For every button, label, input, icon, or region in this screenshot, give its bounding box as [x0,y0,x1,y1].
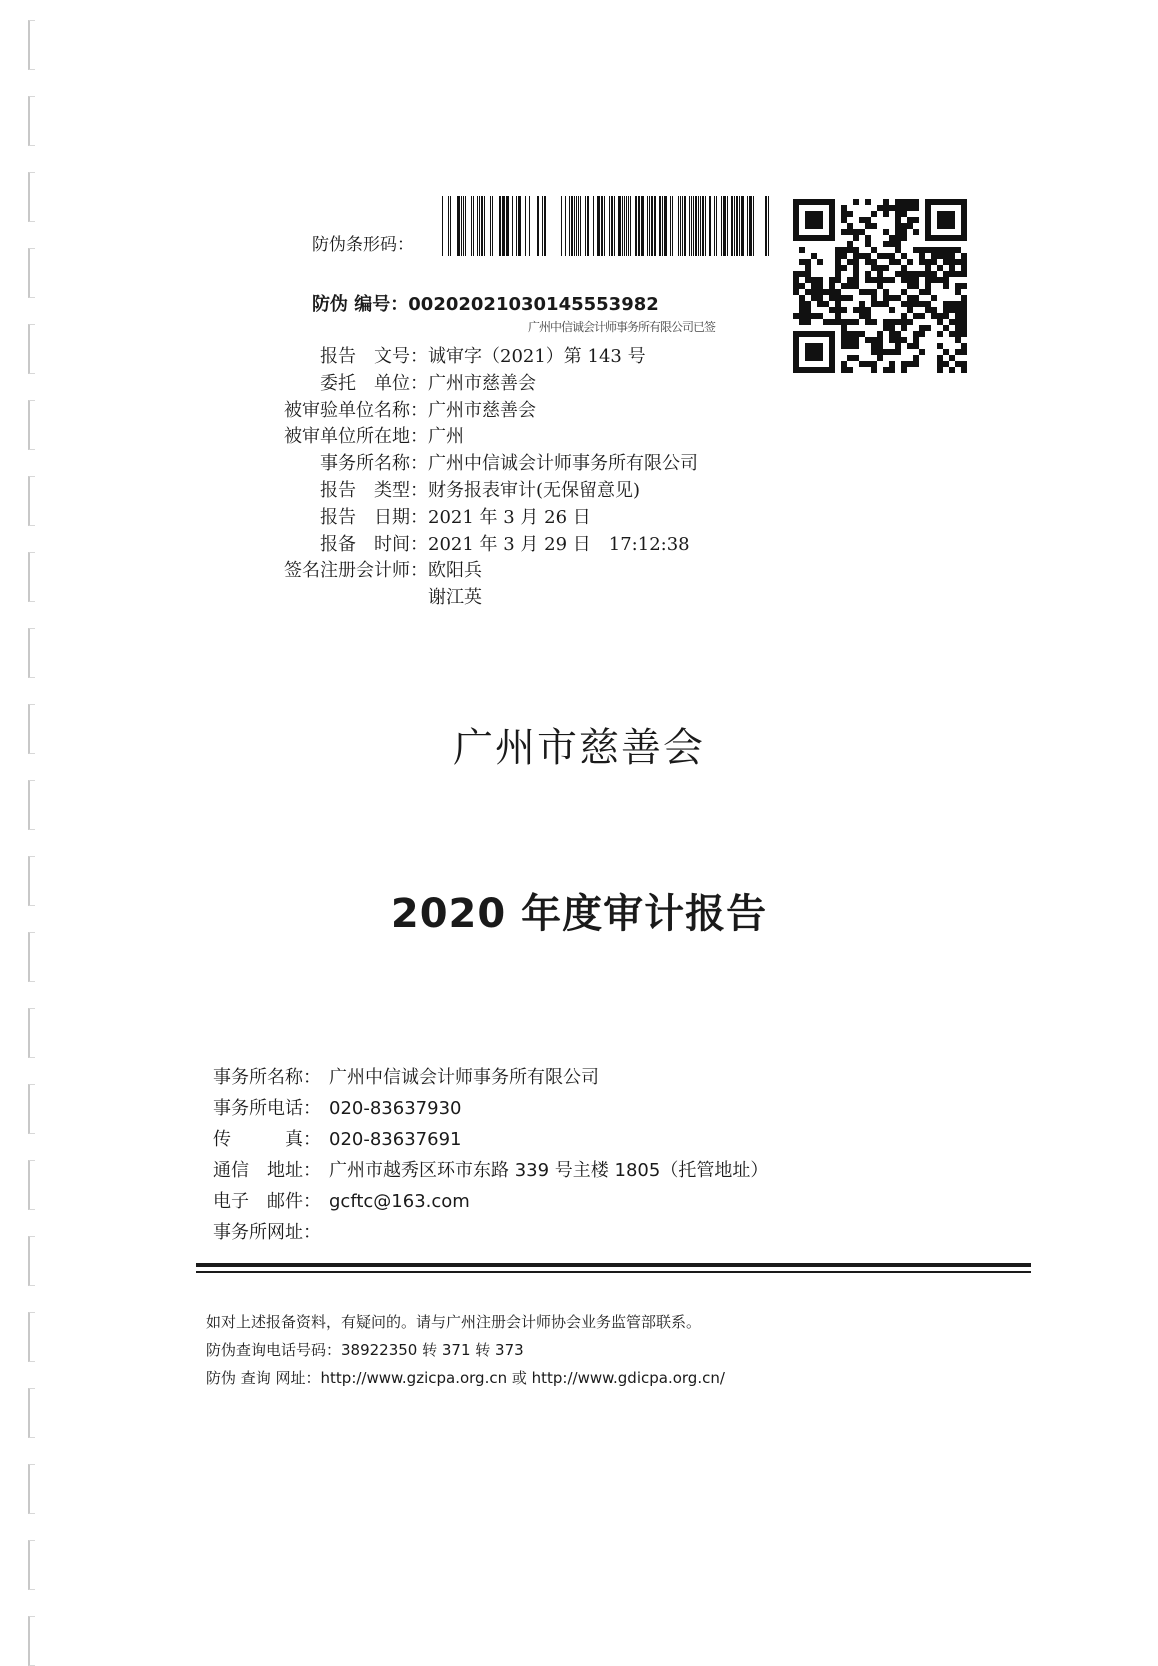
binding-marks [28,0,48,1637]
firm-row [213,1217,768,1248]
firm-label: 事务所网址： [213,1222,321,1243]
info-label: 事务所名称： [320,453,428,475]
binding-hole [28,1084,35,1134]
anti-fake-label: 防伪 编号： [312,294,409,315]
info-label: 被审验单位名称： [284,399,428,421]
info-value: 广州 [428,426,464,448]
info-label [268,585,428,612]
info-row [268,505,698,532]
firm-value: 广州市越秀区环市东路 339 号主楼 1805（托管地址） [329,1160,769,1181]
info-row [268,424,698,451]
info-row [268,451,698,478]
binding-hole [28,1540,35,1590]
binding-hole [28,1388,35,1438]
firm-value: 广州中信诚会计师事务所有限公司 [329,1067,599,1088]
binding-hole [28,476,35,526]
divider-thin [196,1271,1031,1273]
info-row [268,585,698,612]
firm-value: gcftc@163.com [329,1191,470,1212]
info-value: 2021 年 3 月 29 日 17:12:38 [428,533,690,555]
footer-line: 防伪 查询 网址：http://www.gzicpa.org.cn 或 http://www.gdicpa.org.cn/ [206,1369,725,1387]
info-value: 广州市慈善会 [428,372,536,394]
firm-label: 事务所电话： [213,1098,321,1119]
binding-hole [28,1236,35,1286]
info-value: 2021 年 3 月 26 日 [428,506,591,528]
binding-hole [28,1312,35,1362]
firm-label: 通信 地址： [213,1160,321,1181]
firm-label: 事务所名称： [213,1067,321,1088]
binding-hole [28,172,35,222]
info-row [268,344,698,371]
binding-hole [28,780,35,830]
info-row [268,371,698,398]
binding-hole [28,1464,35,1514]
footer-line: 防伪查询电话号码：38922350 转 371 转 373 [206,1341,524,1359]
info-row [268,478,698,505]
info-row [268,558,698,585]
info-label: 报告 日期： [320,506,428,528]
barcode-label: 防伪条形码： [312,235,414,255]
binding-hole [28,20,35,70]
info-label: 签名注册会计师： [284,560,428,582]
firm-row [213,1124,768,1155]
firm-row [213,1093,768,1124]
firm-value: 020-83637930 [329,1098,462,1119]
entity-title: 广州市慈善会 [453,725,705,771]
info-value: 广州市慈善会 [428,399,536,421]
anti-fake-number: 00202021030145553982 [408,294,659,315]
binding-hole [28,932,35,982]
info-value: 财务报表审计(无保留意见) [428,479,641,501]
binding-hole [28,324,35,374]
barcode-image [442,196,772,256]
report-title: 2020 年度审计报告 [390,891,768,937]
firm-row [213,1186,768,1217]
signed-note: 广州中信诚会计师事务所有限公司已签 [528,320,716,334]
info-value: 欧阳兵 [428,560,482,582]
firm-row [213,1155,768,1186]
footer-line: 如对上述报备资料，有疑问的。请与广州注册会计师协会业务监管部联系。 [206,1313,702,1331]
info-value: 诚审字（2021）第 143 号 [428,346,646,367]
binding-hole [28,248,35,298]
info-label: 报告 文号： [320,346,428,367]
divider-thick [196,1263,1031,1267]
binding-hole [28,400,35,450]
binding-hole [28,96,35,146]
footer-notes [206,1308,725,1392]
info-label: 报告 类型： [320,479,428,501]
binding-hole [28,1008,35,1058]
anti-fake-number-row [312,290,659,316]
qr-code-image [793,198,967,374]
firm-label: 电子 邮件： [213,1191,321,1212]
firm-row [213,1062,768,1093]
binding-hole [28,628,35,678]
report-info-block [268,344,698,612]
info-row [268,398,698,425]
info-value: 谢江英 [428,587,482,609]
binding-hole [28,1160,35,1210]
info-label: 被审单位所在地： [284,426,428,448]
info-label: 委托 单位： [320,372,428,394]
info-value: 广州中信诚会计师事务所有限公司 [428,453,698,475]
binding-hole [28,1616,35,1666]
info-label: 报备 时间： [320,533,428,555]
info-row [268,532,698,559]
firm-label: 传 真： [213,1129,321,1150]
binding-hole [28,552,35,602]
firm-contact-block [213,1062,768,1248]
firm-value: 020-83637691 [329,1129,462,1150]
